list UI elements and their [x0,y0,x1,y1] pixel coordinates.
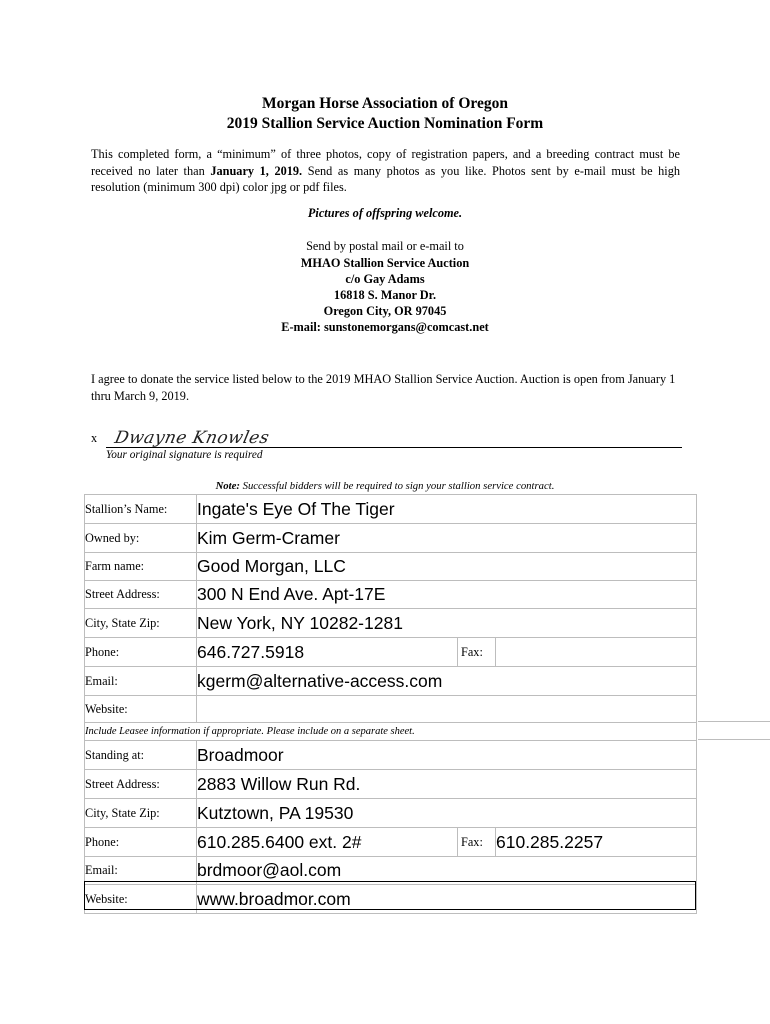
owner-email-label: Email: [85,667,197,696]
standing-website-label: Website: [85,885,197,914]
owner-street-field[interactable]: 300 N End Ave. Apt-17E [197,581,697,609]
leasee-note-row [85,723,697,741]
standing-street-row [85,770,697,799]
standing-at-field[interactable]: Broadmoor [197,741,697,770]
stallion-name-label: Stallion’s Name: [85,495,197,524]
leasee-note: Include Leasee information if appropriate. Please include on a separate sheet. [85,723,697,741]
standing-city-label: City, State Zip: [85,799,197,828]
deadline-date: January 1, 2019. [210,163,303,178]
owner-city-label: City, State Zip: [85,609,197,638]
owner-phone-row [85,638,697,667]
leasee-rule-top [698,721,770,722]
standing-phone-label: Phone: [85,828,197,857]
standing-email-label: Email: [85,857,197,885]
owner-website-label: Website: [85,696,197,723]
farm-name-row [85,553,697,581]
website-row-outline [84,881,696,910]
owner-street-label: Street Address: [85,581,197,609]
agreement-text: I agree to donate the service listed below to the 2019 MHAO Stallion Service Auction. Auction is open from January 1 thru March 9, 2019. [91,372,676,403]
mail-email: E-mail: sunstonemorgans@comcast.net [281,320,489,334]
standing-city-field[interactable]: Kutztown, PA 19530 [197,799,697,828]
owned-by-field[interactable]: Kim Germ-Cramer [197,524,697,553]
stallion-name-row [85,495,697,524]
form-title: 2019 Stallion Service Auction Nomination Form [226,115,544,132]
standing-website-field[interactable]: www.broadmor.com [197,885,697,914]
intro-text-1: This completed form, a “minimum” of three photos, copy of registration papers, and a breeding contract must be received no later than [91,147,680,178]
standing-phone-row [85,828,697,857]
owner-email-field[interactable]: kgerm@alternative-access.com [197,667,697,696]
owner-website-row [85,696,697,723]
farm-name-label: Farm name: [85,553,197,581]
signature-caption: Your original signature is required [106,449,263,461]
association-title: Morgan Horse Association of Oregon [262,95,508,112]
owner-website-field[interactable] [197,696,697,723]
signature-line [106,447,682,448]
standing-at-row [85,741,697,770]
intro-text-2: Send as many photos as you like. Photos sent by e-mail must be high resolution (minimum 300 dpi) color jpg or pdf files. [91,163,680,194]
stallion-name-field[interactable]: Ingate's Eye Of The Tiger [197,495,697,524]
owner-info-table [84,494,697,914]
owner-fax-field[interactable] [496,638,697,667]
owner-email-row [85,667,697,696]
owner-city-field[interactable]: New York, NY 10282-1281 [197,609,697,638]
owned-by-label: Owned by: [85,524,197,553]
mail-recipient: MHAO Stallion Service Auction [300,256,470,270]
owner-phone-field[interactable]: 646.727.5918 [197,638,458,667]
owner-phone-label: Phone: [85,638,197,667]
owner-street-row [85,581,697,609]
send-instruction: Send by postal mail or e-mail to [306,239,464,253]
signature-x-mark: x [91,431,98,445]
standing-fax-field[interactable]: 610.285.2257 [496,828,697,857]
leasee-rule-bottom [698,739,770,740]
offspring-note: Pictures of offspring welcome. [307,206,463,220]
bidder-note [0,480,770,492]
farm-name-field[interactable]: Good Morgan, LLC [197,553,697,581]
note-text: Successful bidders will be required to sign your stallion service contract. [239,480,555,492]
mail-street: 16818 S. Manor Dr. [333,288,437,302]
standing-fax-label: Fax: [458,828,496,857]
standing-street-field[interactable]: 2883 Willow Run Rd. [197,770,697,799]
standing-email-field[interactable]: brdmoor@aol.com [197,857,697,885]
mail-city: Oregon City, OR 97045 [323,304,447,318]
owner-city-row [85,609,697,638]
handwritten-signature[interactable]: Dwayne Knowles [112,428,272,448]
intro-paragraph [91,146,680,196]
mail-care-of: c/o Gay Adams [345,272,425,286]
standing-phone-field[interactable]: 610.285.6400 ext. 2# [197,828,458,857]
standing-city-row [85,799,697,828]
owner-fax-label: Fax: [458,638,496,667]
standing-at-label: Standing at: [85,741,197,770]
note-label: Note: [215,480,240,492]
owned-by-row [85,524,697,553]
standing-street-label: Street Address: [85,770,197,799]
